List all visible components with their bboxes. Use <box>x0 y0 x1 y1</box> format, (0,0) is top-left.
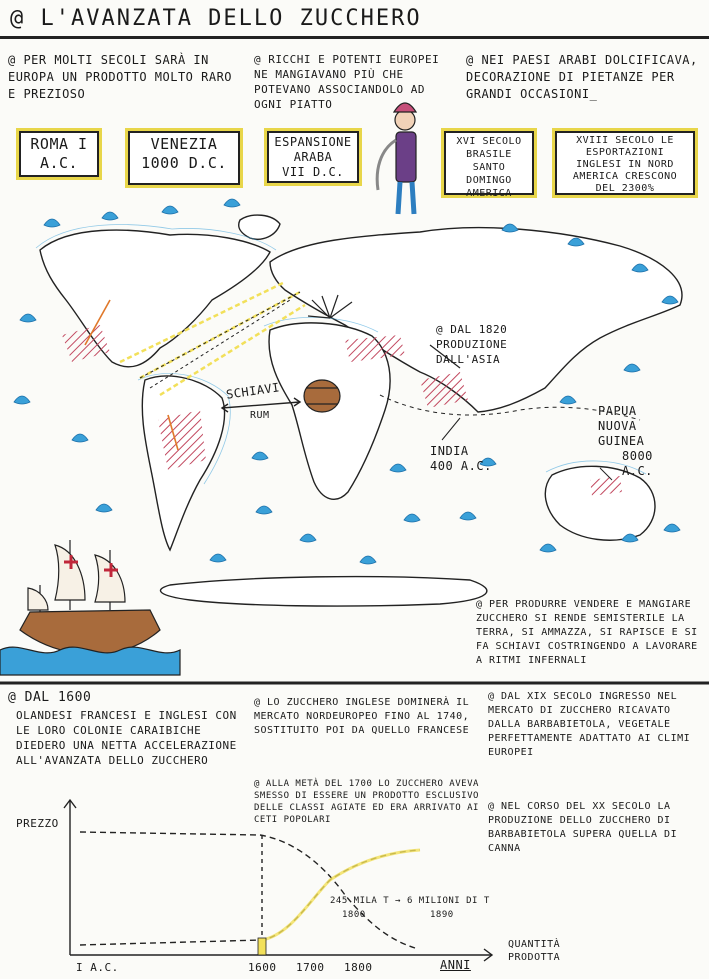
label-rum: RUM <box>250 410 270 421</box>
label-papua <box>598 404 678 479</box>
graph-qlabel: QUANTITÀ PRODOTTA <box>508 939 561 963</box>
box-roma: ROMA I A.C. <box>16 128 102 180</box>
tick-label-1: 1600 <box>248 961 277 974</box>
graph-ylabel: PREZZO <box>16 817 59 830</box>
intro-text-1: @ PER MOLTI SECOLI SARÀ IN EUROPA UN PRODOTTO MOLTO RARO E PREZIOSO <box>8 53 233 101</box>
label-papua-date: 8000 A.C. <box>622 449 653 478</box>
world-map <box>40 215 682 606</box>
price-curve <box>80 832 415 948</box>
rum-barrel <box>304 380 340 412</box>
page-title: @ L'AVANZATA DELLO ZUCCHERO <box>10 6 422 31</box>
xx-text: @ NEL CORSO DEL XX SECOLO LA PRODUZIONE DELLO ZUCCHERO DI BARBABIETOLA SUPERA QUELLA DI CANNA <box>488 801 678 854</box>
label-dal1820: @ DAL 1820 PRODUZIONE DALL'ASIA <box>436 323 508 366</box>
inglese-text: @ LO ZUCCHERO INGLESE DOMINERÀ IL MERCATO NORDEUROPEO FINO AL 1740, SOSTITUITO POI DA QUELLO FRANCESE <box>254 697 470 736</box>
label-india <box>430 444 492 474</box>
meta1700-text: @ ALLA METÀ DEL 1700 LO ZUCCHERO AVEVA SMESSO DI ESSERE UN PRODOTTO ESCLUSIVO DELLE CLASSI AGIATE ED ERA ARRIVATO AI CETI POPOLARI <box>254 779 479 825</box>
box-xvi-secolo: XVI SECOLO BRASILE SANTO DOMINGO AMERICA <box>441 128 537 198</box>
label-papua-name: PAPUA NUOVA GUINEA <box>598 404 645 448</box>
note-production-cost: @ PER PRODURRE VENDERE E MANGIARE ZUCCHERO SI RENDE SEMISTERILE LA TERRA, SI AMMAZZA, SI RAPISCE E SI FA SCHIAVI COSTRINGENDO A LAVORARE A RITMI INFERNALI <box>476 599 698 666</box>
box-xviii-secolo: XVIII SECOLO LE ESPORTAZIONI INGLESI IN NORD AMERICA CRESCONO DEL 2300% <box>552 128 698 198</box>
greenland-shape <box>239 215 280 239</box>
label-india-date: 400 A.C. <box>430 459 492 473</box>
dal1600-text: OLANDESI FRANCESI E INGLESI CON LE LORO COLONIE CARAIBICHE DIEDERO UNA NETTA ACCELERAZIONE ALL'AVANZATA DELLO ZUCCHERO <box>16 709 237 767</box>
dal1600-heading: @ DAL 1600 <box>8 690 92 705</box>
tick-label-2: 1700 <box>296 961 325 974</box>
zone-india <box>420 372 468 408</box>
graph-annotation-year1: 1800 <box>342 910 366 920</box>
graph-annotation: 245 MILA T → 6 MILIONI DI T <box>330 896 490 906</box>
intro-text-3: @ NEI PAESI ARABI DOLCIFICAVA, DECORAZIONE DI PIETANZE PER GRANDI OCCASIONI_ <box>466 53 698 101</box>
india-pointer <box>442 418 460 440</box>
tick-label-0: I A.C. <box>76 961 119 974</box>
label-schiavi: SCHIAVI <box>225 380 281 402</box>
graph-annotation-year2: 1890 <box>430 910 454 920</box>
label-india-name: INDIA <box>430 444 469 458</box>
intro-text-2: @ RICCHI E POTENTI EUROPEI NE MANGIAVANO PIÙ CHE POTEVANO ASSOCIANDOLO AD OGNI PIATTO <box>254 53 440 111</box>
arab-merchant-figure <box>377 103 416 214</box>
caravel-ship <box>0 540 180 675</box>
antarctica-shape <box>160 577 486 607</box>
box-araba-line2: VII D.C. <box>282 165 344 179</box>
graph-xlabel: ANNI <box>440 958 471 972</box>
xix-text: @ DAL XIX SECOLO INGRESSO NEL MERCATO DI ZUCCHERO RICAVATO DALLA BARBABIETOLA, VEGETALE PERFETTAMENTE ADATTATO AI CLIMI EUROPEI <box>488 691 691 758</box>
bar-1600 <box>258 938 266 955</box>
box-venezia: VENEZIA 1000 D.C. <box>125 128 243 188</box>
box-araba-line1: ESPANSIONE ARABA <box>274 135 352 164</box>
tick-label-3: 1800 <box>344 961 373 974</box>
